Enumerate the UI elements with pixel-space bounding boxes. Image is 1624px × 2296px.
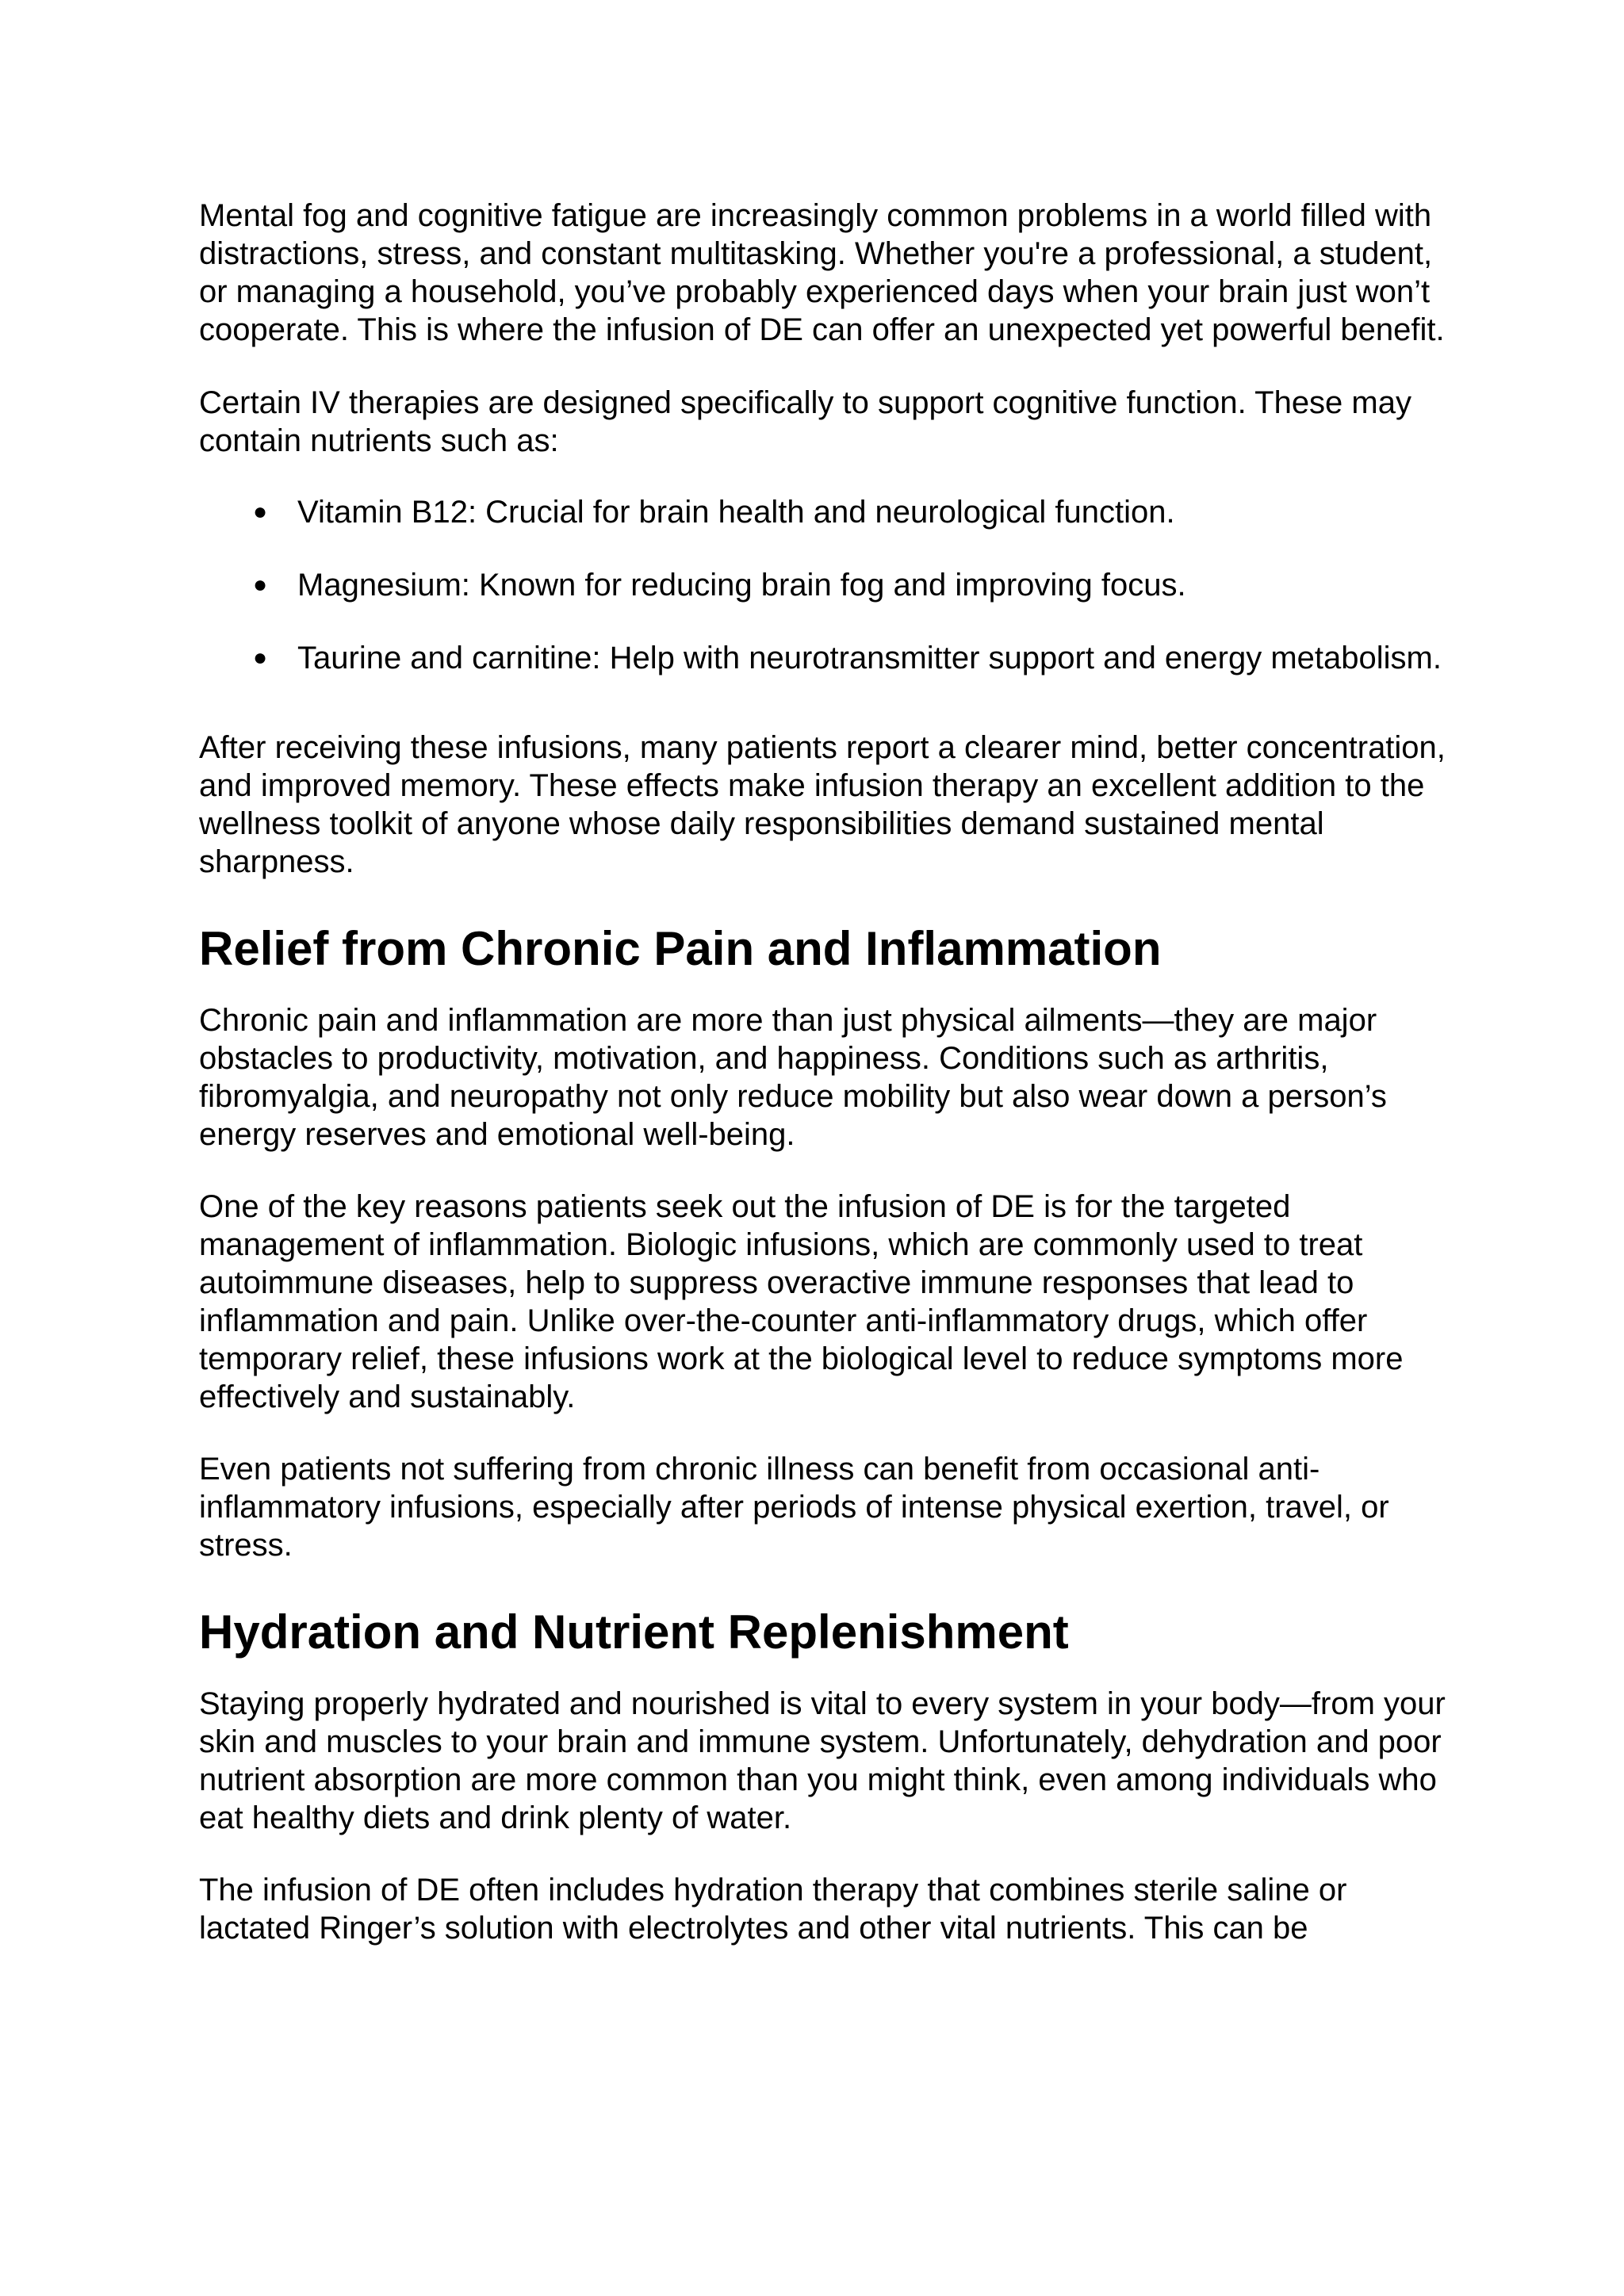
document-body <box>199 197 1452 1947</box>
iv-therapy-paragraph: Certain IV therapies are designed specifically to support cognitive function. These may contain nutrients such as: <box>199 385 1411 458</box>
bullet-icon: ● <box>253 572 268 598</box>
bullet-icon: ● <box>253 499 268 525</box>
nutrient-list <box>199 493 1452 677</box>
list-item-text: Magnesium: Known for reducing brain fog and improving focus. <box>297 568 1186 603</box>
relief-paragraph-1: Chronic pain and inflammation are more than just physical ailments—they are major obstacles to productivity, motivation, and happiness. Conditions such as arthritis, fibromyalgia, and neuropathy not only reduce mobility but also wear down a person’s energy reserves and emotional well-being. <box>199 1003 1387 1152</box>
relief-paragraph-3: Even patients not suffering from chronic illness can benefit from occasional anti-inflammatory infusions, especially after periods of intense physical exertion, travel, or stress. <box>199 1452 1389 1563</box>
intro-paragraph: Mental fog and cognitive fatigue are increasingly common problems in a world filled with distractions, stress, and constant multitasking. Whether you're a professional, a student, or managing a household, you’ve probably experienced days when your brain just won’t cooperate. This is where the infusion of DE can offer an unexpected yet powerful benefit. <box>199 198 1445 347</box>
list-item <box>253 493 1452 531</box>
list-item-text: Taurine and carnitine: Help with neurotransmitter support and energy metabolism. <box>297 641 1442 675</box>
hydration-paragraph-2: The infusion of DE often includes hydration therapy that combines sterile saline or lactated Ringer’s solution with electrolytes and other vital nutrients. This can be <box>199 1873 1347 1946</box>
section-heading-hydration: Hydration and Nutrient Replenishment <box>199 1605 1069 1659</box>
section-heading-relief: Relief from Chronic Pain and Inflammation <box>199 922 1162 975</box>
after-infusion-paragraph: After receiving these infusions, many patients report a clearer mind, better concentration, and improved memory. These effects make infusion therapy an excellent addition to the wellness toolkit of anyone whose daily responsibilities demand sustained mental sharpness. <box>199 730 1446 879</box>
bullet-icon: ● <box>253 645 268 671</box>
list-item <box>253 639 1452 677</box>
list-item-text: Vitamin B12: Crucial for brain health and neurological function. <box>297 495 1175 530</box>
relief-paragraph-2: One of the key reasons patients seek out the infusion of DE is for the targeted management of inflammation. Biologic infusions, which are commonly used to treat autoimmune diseases, help to suppress overactive immune responses that lead to inflammation and pain. Unlike over-the-counter anti-inflammatory drugs, which offer temporary relief, these infusions work at the biological level to reduce symptoms more effectively and sustainably. <box>199 1189 1404 1414</box>
hydration-paragraph-1: Staying properly hydrated and nourished is vital to every system in your body—from your skin and muscles to your brain and immune system. Unfortunately, dehydration and poor nutrient absorption are more common than you might think, even among individuals who eat healthy diets and drink plenty of water. <box>199 1686 1446 1835</box>
list-item <box>253 566 1452 604</box>
